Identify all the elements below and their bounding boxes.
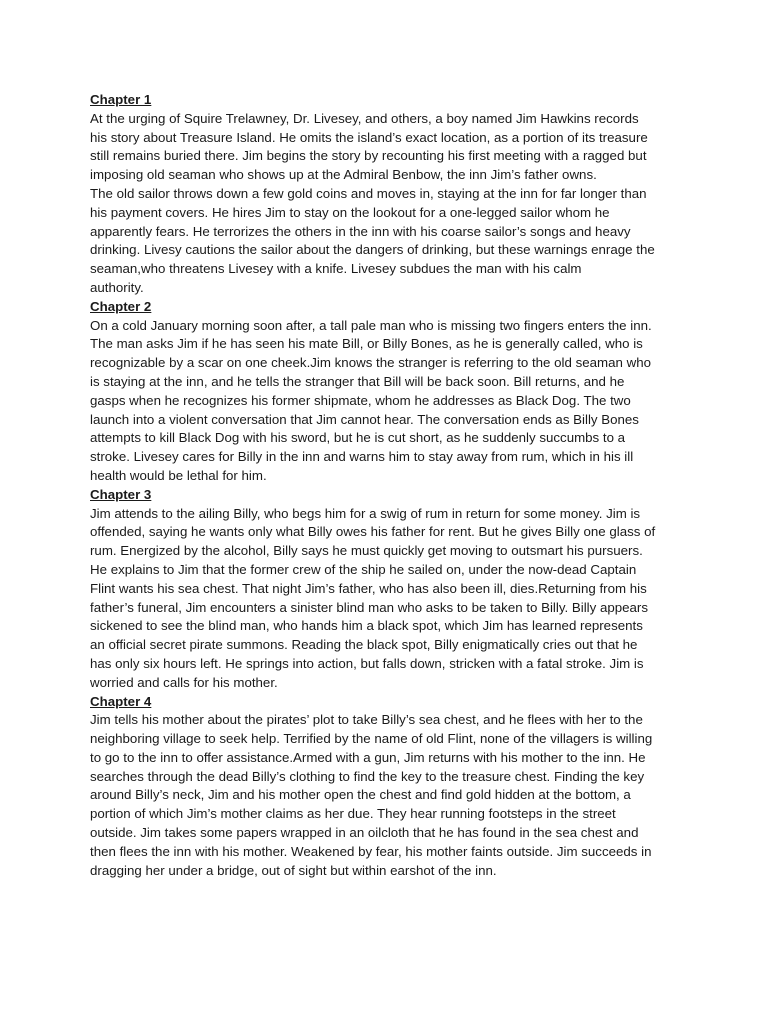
- chapter-1: [90, 91, 690, 298]
- chapter-2: [90, 298, 690, 486]
- text-line: outside. Jim takes some papers wrapped in an oilcloth that he has found in the sea chest and: [90, 825, 639, 841]
- text-line: authority.: [90, 279, 144, 295]
- text-line: recognizable by a scar on one cheek.Jim knows the stranger is referring to the old seaman who: [90, 355, 651, 371]
- document-page: [90, 91, 690, 880]
- text-line: his payment covers. He hires Jim to stay on the lookout for a one-legged sailor whom he: [90, 204, 610, 220]
- text-line: an official secret pirate summons. Reading the black spot, Billy enigmatically cries out that he: [90, 637, 638, 653]
- text-line: rum. Energized by the alcohol, Billy says he must quickly get moving to outsmart his pursuers.: [90, 543, 643, 559]
- text-line: father’s funeral, Jim encounters a sinister blind man who asks to be taken to Billy. Billy appears: [90, 599, 649, 615]
- text-line: Jim tells his mother about the pirates’ plot to take Billy’s sea chest, and he flees with her to the: [90, 712, 643, 728]
- text-line: stroke. Livesey cares for Billy in the inn and warns him to stay away from rum, which in his ill: [90, 449, 634, 465]
- text-line: At the urging of Squire Trelawney, Dr. Livesey, and others, a boy named Jim Hawkins records: [90, 110, 639, 126]
- text-line: apparently fears. He terrorizes the others in the inn with his coarse sailor’s songs and heavy: [90, 223, 631, 239]
- chapter-heading: Chapter 1: [90, 92, 152, 107]
- text-line: Flint wants his sea chest. That night Jim’s father, who has also been ill, dies.Returning from his: [90, 580, 647, 596]
- chapter-heading: Chapter 4: [90, 693, 152, 709]
- text-line: sickened to see the blind man, who hands him a black spot, which Jim has learned represents: [90, 618, 643, 634]
- text-line: seaman,who threatens Livesey with a knife. Livesey subdues the man with his calm: [90, 261, 582, 277]
- chapter-heading: Chapter 2: [90, 298, 152, 314]
- text-line: health would be lethal for him.: [90, 467, 267, 483]
- text-line: worried and calls for his mother.: [90, 674, 278, 690]
- text-line: drinking. Livesy cautions the sailor about the dangers of drinking, but these warnings enrage the: [90, 242, 655, 258]
- text-line: He explains to Jim that the former crew of the ship he sailed on, under the now-dead Captain: [90, 561, 637, 577]
- text-line: Jim attends to the ailing Billy, who begs him for a swig of rum in return for some money. Jim is: [90, 505, 641, 521]
- text-line: The man asks Jim if he has seen his mate Bill, or Billy Bones, as he is generally called, who is: [90, 336, 643, 352]
- text-line: is staying at the inn, and he tells the stranger that Bill will be back soon. Bill returns, and he: [90, 373, 625, 389]
- text-line: searches through the dead Billy’s clothing to find the key to the treasure chest. Finding the key: [90, 768, 645, 784]
- text-line: still remains buried there. Jim begins the story by recounting his first meeting with a ragged but: [90, 148, 647, 164]
- text-line: offended, saying he wants only what Billy owes his father for rent. But he gives Billy one glass of: [90, 524, 656, 540]
- text-line: On a cold January morning soon after, a tall pale man who is missing two fingers enters the inn.: [90, 317, 652, 333]
- text-line: then flees the inn with his mother. Weakened by fear, his mother faints outside. Jim succeeds in: [90, 843, 652, 859]
- text-line: around Billy’s neck, Jim and his mother open the chest and find gold hidden at the bottom, a: [90, 787, 631, 803]
- text-line: launch into a violent conversation that Jim cannot hear. The conversation ends as Billy Bones: [90, 411, 639, 427]
- text-line: The old sailor throws down a few gold coins and moves in, staying at the inn for far longer than: [90, 185, 647, 201]
- text-line: attempts to kill Black Dog with his sword, but he is cut short, as he suddenly succumbs to a: [90, 430, 626, 446]
- text-line: has only six hours left. He springs into action, but falls down, stricken with a fatal stroke. Jim is: [90, 655, 644, 671]
- text-line: dragging her under a bridge, out of sight but within earshot of the inn.: [90, 862, 497, 878]
- chapter-heading: Chapter 3: [90, 486, 152, 502]
- text-line: imposing old seaman who shows up at the Admiral Benbow, the inn Jim’s father owns.: [90, 167, 597, 183]
- text-line: neighboring village to seek help. Terrified by the name of old Flint, none of the villagers is willing: [90, 731, 653, 747]
- chapter-4: [90, 693, 690, 881]
- text-line: his story about Treasure Island. He omits the island’s exact location, as a portion of its treasure: [90, 129, 648, 145]
- text-line: gasps when he recognizes his former shipmate, whom he addresses as Black Dog. The two: [90, 392, 631, 408]
- chapter-3: [90, 486, 690, 693]
- text-line: to go to the inn to offer assistance.Armed with a gun, Jim returns with his mother to the inn. He: [90, 749, 646, 765]
- text-line: portion of which Jim’s mother claims as her due. They hear running footsteps in the street: [90, 806, 616, 822]
